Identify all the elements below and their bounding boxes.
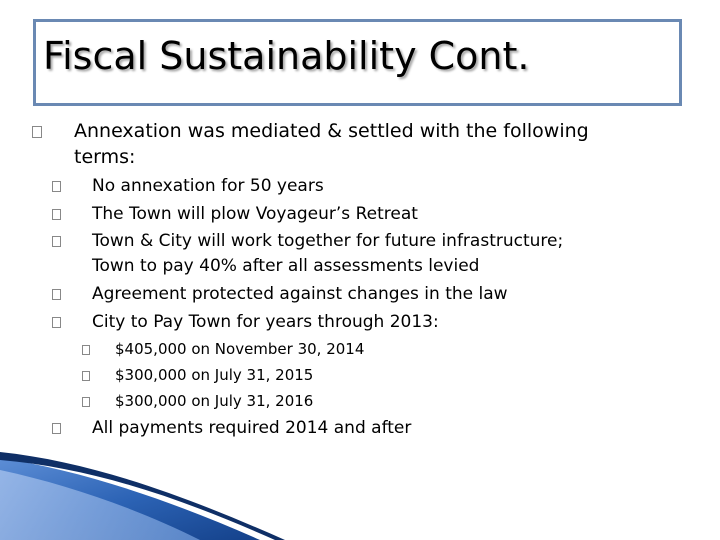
term-text: The Town will plow Voyageur’s Retreat bbox=[92, 204, 418, 224]
payment-text: $300,000 on July 31, 2015 bbox=[115, 366, 314, 384]
slide-title: Fiscal Sustainability Cont. bbox=[43, 34, 530, 78]
payment-text: $405,000 on November 30, 2014 bbox=[115, 340, 365, 358]
term-item bbox=[92, 284, 508, 304]
term-item bbox=[92, 418, 411, 438]
intro-item-continued bbox=[74, 146, 135, 168]
square-bullet-icon bbox=[52, 209, 61, 220]
term-item bbox=[92, 204, 418, 224]
term-text: All payments required 2014 and after bbox=[92, 418, 412, 438]
term-text: Town to pay 40% after all assessments levied bbox=[92, 256, 480, 276]
square-bullet-icon bbox=[52, 289, 61, 300]
term-item bbox=[92, 231, 563, 251]
payment-item bbox=[115, 340, 364, 358]
square-bullet-icon bbox=[32, 126, 42, 138]
term-item bbox=[92, 176, 324, 196]
term-item bbox=[92, 312, 439, 332]
square-bullet-icon bbox=[82, 397, 90, 407]
square-bullet-icon bbox=[52, 423, 61, 434]
square-bullet-icon bbox=[52, 236, 61, 247]
intro-line-2: terms: bbox=[74, 146, 136, 168]
square-bullet-icon bbox=[82, 345, 90, 355]
term-text: No annexation for 50 years bbox=[92, 176, 324, 196]
square-bullet-icon bbox=[52, 181, 61, 192]
intro-item bbox=[74, 120, 589, 142]
term-text: Agreement protected against changes in the law bbox=[92, 284, 508, 304]
payment-text: $300,000 on July 31, 2016 bbox=[115, 392, 314, 410]
square-bullet-icon bbox=[82, 371, 90, 381]
term-item-continued bbox=[92, 256, 479, 276]
payment-item bbox=[115, 392, 313, 410]
square-bullet-icon bbox=[52, 317, 61, 328]
term-text: City to Pay Town for years through 2013: bbox=[92, 312, 439, 332]
term-text: Town & City will work together for future infrastructure; bbox=[92, 231, 564, 251]
payment-item bbox=[115, 366, 313, 384]
intro-line-1: Annexation was mediated & settled with the following bbox=[74, 120, 589, 142]
